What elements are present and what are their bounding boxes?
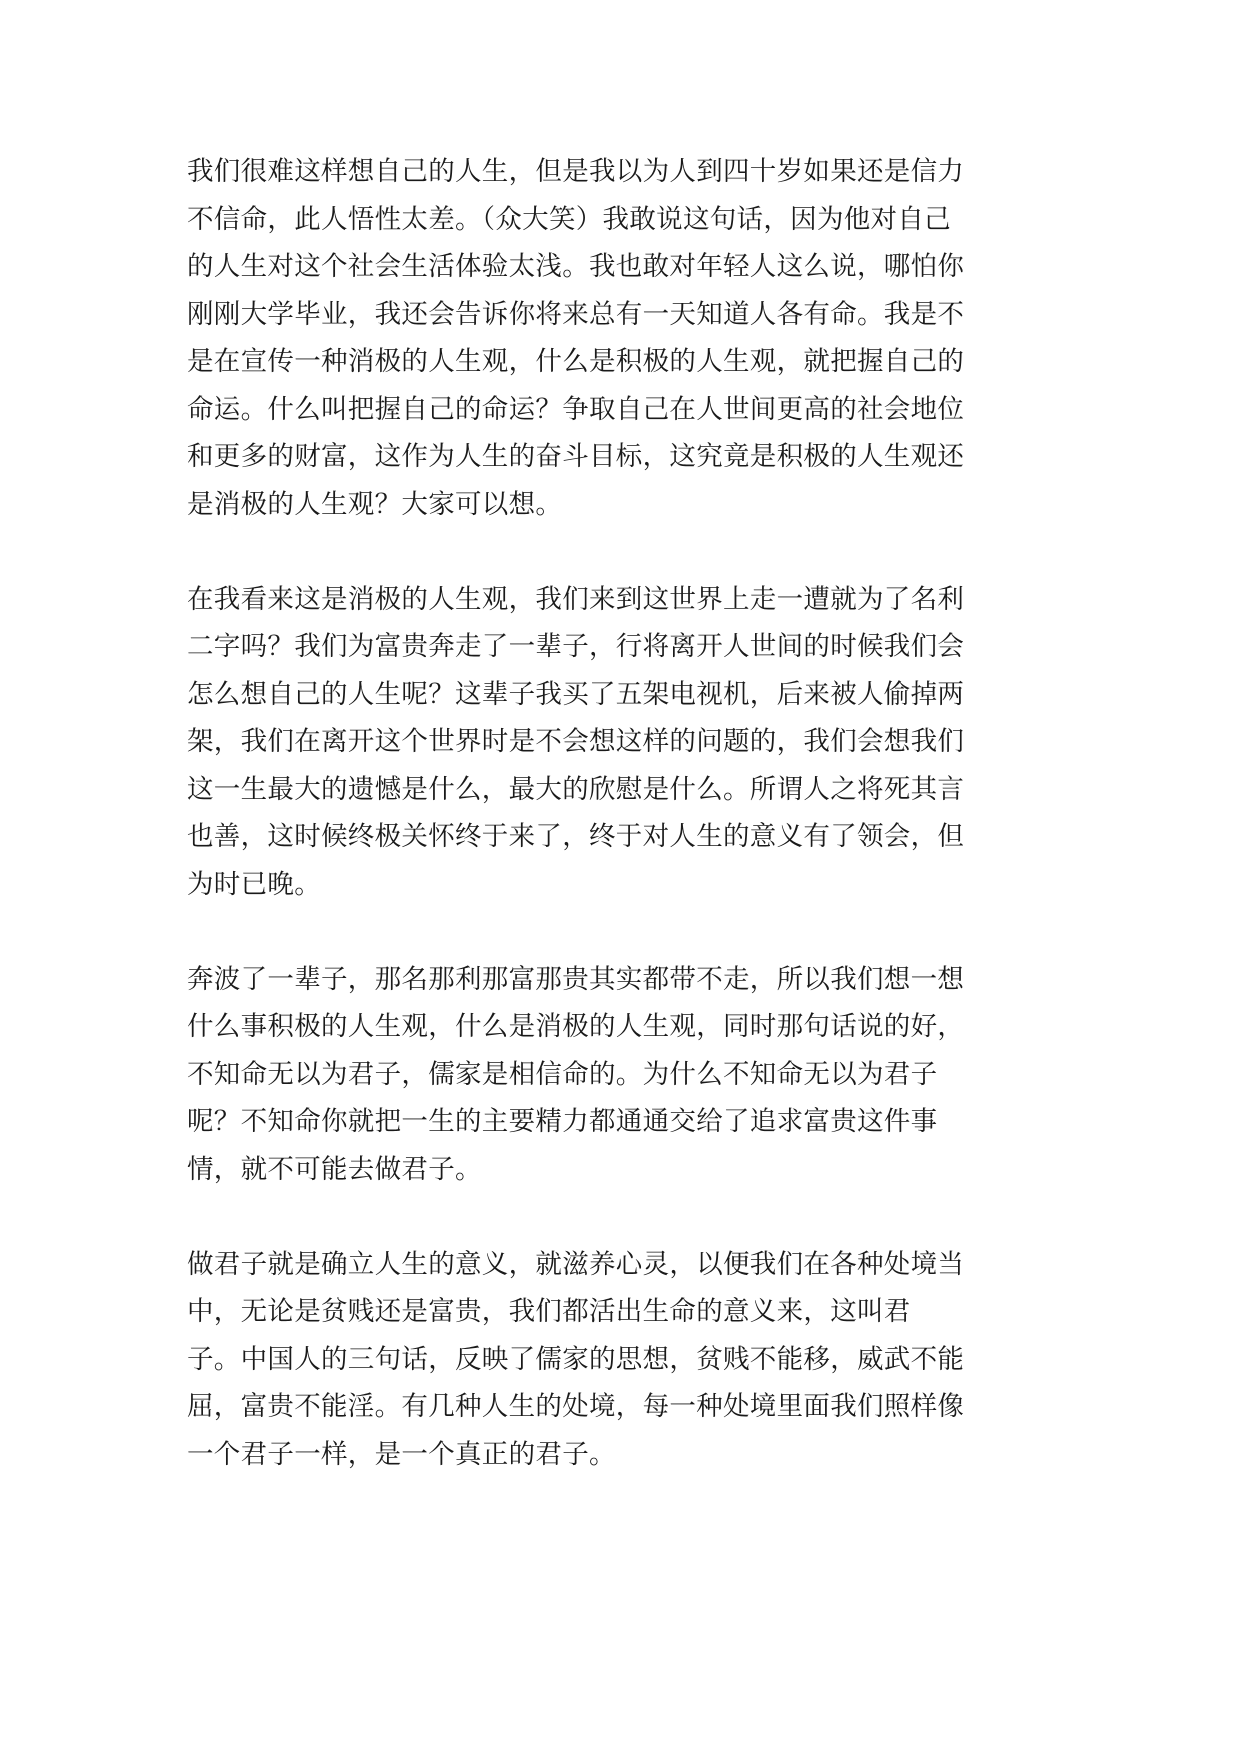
- text-line: 不信命，此人悟性太差。（众大笑）我敢说这句话，因为他对自己: [187, 203, 951, 235]
- text-line: 我们很难这样想自己的人生，但是我以为人到四十岁如果还是信力: [187, 156, 965, 187]
- paragraph-3: [187, 956, 1037, 1194]
- text-line: 在我看来这是消极的人生观，我们来到这世界上走一遭就为了名利: [187, 583, 965, 615]
- text-line: 是消极的人生观？大家可以想。: [187, 488, 563, 520]
- text-line: 做君子就是确立人生的意义，就滋养心灵，以便我们在各种处境当: [187, 1248, 965, 1280]
- text-line: 为时已晚。: [187, 868, 321, 900]
- text-line: 不知命无以为君子，儒家是相信命的。为什么不知命无以为君子: [187, 1058, 938, 1090]
- text-line: 命运。什么叫把握自己的命运？争取自己在人世间更高的社会地位: [187, 393, 965, 425]
- text-line: 呢？不知命你就把一生的主要精力都通通交给了追求富贵这件事: [187, 1106, 938, 1137]
- document-body: [187, 148, 1037, 1526]
- text-line: 中，无论是贫贱还是富贵，我们都活出生命的意义来，这叫君: [187, 1296, 911, 1327]
- paragraph-1: [187, 148, 1037, 528]
- text-line: 情，就不可能去做君子。: [187, 1153, 482, 1185]
- paragraph-2: [187, 576, 1037, 909]
- text-line: 也善，这时候终极关怀终于来了，终于对人生的意义有了领会，但: [187, 821, 965, 852]
- text-line: 和更多的财富，这作为人生的奋斗目标，这究竟是积极的人生观还: [187, 441, 965, 472]
- text-line: 奔波了一辈子，那名那利那富那贵其实都带不走，所以我们想一想: [187, 963, 965, 995]
- text-line: 怎么想自己的人生呢？这辈子我买了五架电视机，后来被人偷掉两: [187, 678, 965, 710]
- text-line: 二字吗？我们为富贵奔走了一辈子，行将离开人世间的时候我们会: [187, 631, 965, 662]
- text-line: 一个君子一样，是一个真正的君子。: [187, 1438, 616, 1470]
- text-line: 是在宣传一种消极的人生观，什么是积极的人生观，就把握自己的: [187, 346, 965, 377]
- text-line: 这一生最大的遗憾是什么，最大的欣慰是什么。所谓人之将死其言: [187, 773, 965, 805]
- text-line: 的人生对这个社会生活体验太浅。我也敢对年轻人这么说，哪怕你: [187, 251, 965, 282]
- text-line: 架，我们在离开这个世界时是不会想这样的问题的，我们会想我们: [187, 726, 965, 757]
- paragraph-4: [187, 1241, 1037, 1479]
- text-line: 子。中国人的三句话，反映了儒家的思想，贫贱不能移，威武不能: [187, 1343, 965, 1375]
- text-line: 刚刚大学毕业，我还会告诉你将来总有一天知道人各有命。我是不: [187, 298, 965, 330]
- text-line: 什么事积极的人生观，什么是消极的人生观，同时那句话说的好，: [187, 1011, 965, 1042]
- text-line: 屈，富贵不能淫。有几种人生的处境，每一种处境里面我们照样像: [187, 1391, 965, 1422]
